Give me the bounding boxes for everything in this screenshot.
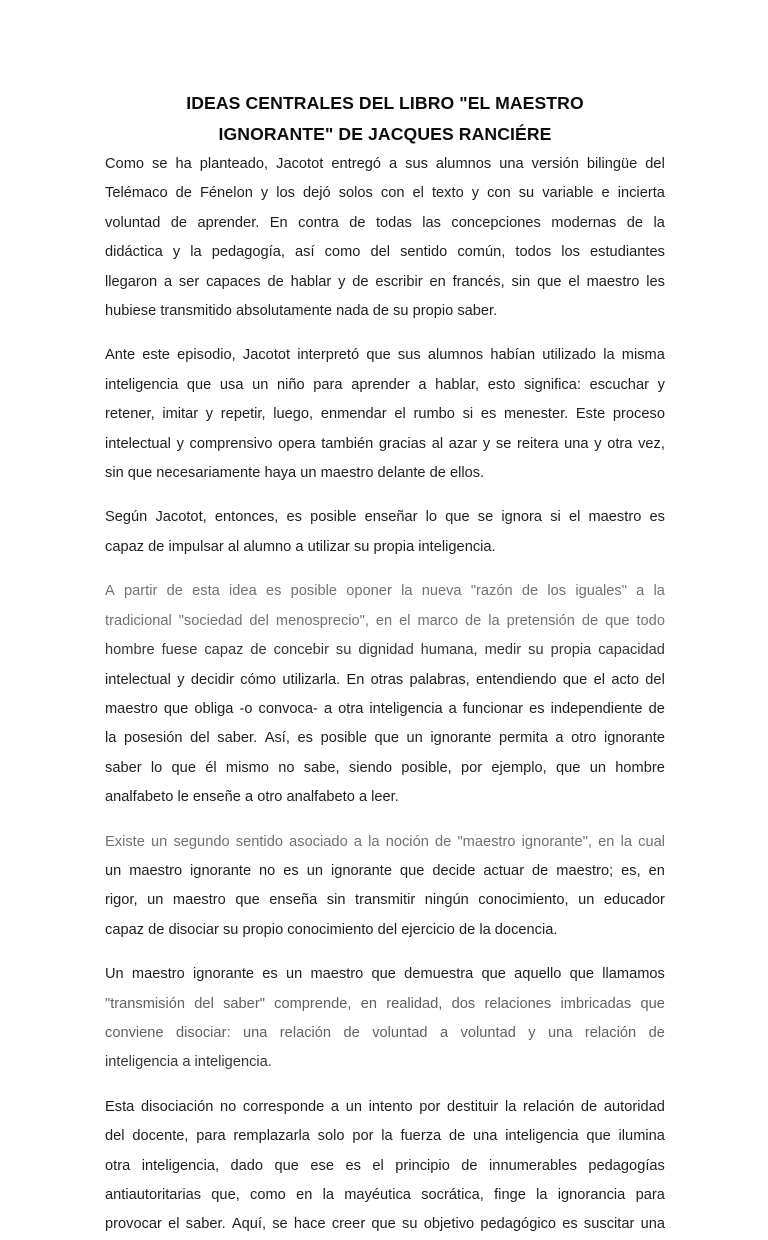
text-line: provocar el saber. Aquí, se hace creer que su objetivo pedagógico es suscitar una	[105, 1216, 665, 1233]
text-line: A partir de esta idea es posible oponer la nueva "razón de los iguales" a la	[105, 583, 665, 600]
text-line: Telémaco de Fénelon y los dejó solos con el texto y con su variable e incierta	[105, 185, 665, 202]
text-line: conviene disociar: una relación de voluntad a voluntad y una relación de	[105, 1024, 665, 1041]
text-line: voluntad de aprender. En contra de todas las concepciones modernas de la	[105, 214, 665, 231]
text-line: otra inteligencia, dado que ese es el principio de innumerables pedagogías	[105, 1157, 665, 1174]
text-line: capaz de impulsar al alumno a utilizar su propia inteligencia.	[105, 538, 496, 555]
text-line: didáctica y la pedagogía, así como del sentido común, todos los estudiantes	[105, 244, 665, 261]
text-line: retener, imitar y repetir, luego, enmendar el rumbo si es menester. Este proceso	[105, 406, 665, 423]
text-line: llegaron a ser capaces de hablar y de escribir en francés, sin que el maestro les	[105, 273, 665, 290]
page-title	[105, 0, 665, 150]
text-line: capaz de disociar su propio conocimiento del ejercicio de la docencia.	[105, 921, 558, 938]
text-line: tradicional "sociedad del menosprecio", en el marco de la pretensión de que todo	[105, 612, 665, 629]
paragraph-1	[105, 150, 665, 326]
text-line: un maestro ignorante no es un ignorante que decide actuar de maestro; es, en	[105, 862, 665, 879]
text-line: intelectual y comprensivo opera también gracias al azar y se reitera una y otra vez,	[105, 435, 665, 452]
text-line: sin que necesariamente haya un maestro delante de ellos.	[105, 465, 485, 482]
text-line: inteligencia a inteligencia.	[105, 1054, 272, 1071]
text-line: del docente, para remplazarla solo por la fuerza de una inteligencia que ilumina	[105, 1128, 665, 1145]
paragraph-2	[105, 341, 665, 488]
text-line: antiautoritarias que, como en la mayéutica socrática, finge la ignorancia para	[105, 1187, 665, 1203]
text-line: hubiese transmitido absolutamente nada de su propio saber.	[105, 303, 498, 320]
text-line: inteligencia que usa un niño para aprender a hablar, esto significa: escuchar y	[105, 376, 665, 393]
text-line: Esta disociación no corresponde a un intento por destituir la relación de autoridad	[105, 1098, 665, 1115]
text-line: saber lo que él mismo no sabe, siendo posible, por ejemplo, que un hombre	[105, 759, 665, 776]
paragraph-4	[105, 577, 665, 812]
paragraph-3	[105, 503, 665, 562]
text-line: Un maestro ignorante es un maestro que demuestra que aquello que llamamos	[105, 966, 665, 983]
text-line: analfabeto le enseñe a otro analfabeto a leer.	[105, 789, 399, 806]
text-line: rigor, un maestro que enseña sin transmitir ningún conocimiento, un educador	[105, 892, 665, 909]
paragraph-6	[105, 960, 665, 1078]
text-line: Ante este episodio, Jacotot interpretó que sus alumnos habían utilizado la misma	[105, 347, 665, 364]
text-line: maestro que obliga -o convoca- a otra inteligencia a funcionar es independiente de	[105, 700, 665, 717]
text-line: "transmisión del saber" comprende, en realidad, dos relaciones imbricadas que	[105, 995, 665, 1012]
paragraph-7	[105, 1093, 665, 1240]
title-line-1: IDEAS CENTRALES DEL LIBRO "EL MAESTRO	[186, 93, 584, 113]
text-line: hombre fuese capaz de concebir su dignidad humana, medir su propia capacidad	[105, 642, 665, 659]
text-line: Como se ha planteado, Jacotot entregó a sus alumnos una versión bilingüe del	[105, 156, 665, 172]
title-line-2: IGNORANTE" DE JACQUES RANCIÉRE	[218, 124, 552, 144]
text-line: Según Jacotot, entonces, es posible enseñar lo que se ignora si el maestro es	[105, 509, 665, 526]
text-line: la posesión del saber. Así, es posible que un ignorante permita a otro ignorante	[105, 730, 665, 747]
paragraph-5	[105, 828, 665, 946]
text-line: Existe un segundo sentido asociado a la noción de "maestro ignorante", en la cual	[105, 833, 665, 850]
text-line: intelectual y decidir cómo utilizarla. En otras palabras, entendiendo que el acto del	[105, 671, 665, 688]
document-content	[105, 0, 665, 1240]
